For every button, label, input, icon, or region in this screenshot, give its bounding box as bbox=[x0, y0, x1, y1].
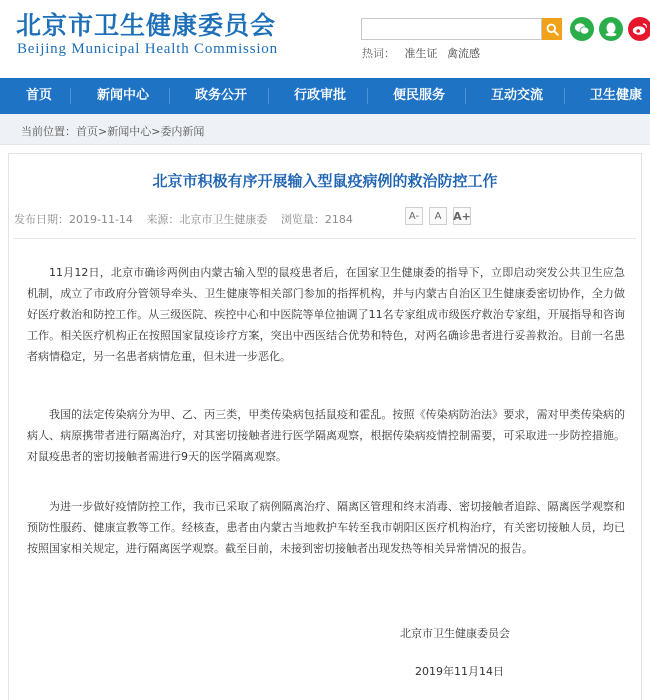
font-reset-button[interactable]: A bbox=[429, 207, 447, 225]
meta-divider bbox=[14, 238, 636, 239]
article-paragraph: 11月12日，北京市确诊两例由内蒙古输入型的鼠疫患者后，在国家卫生健康委的指导下，立即启动突发公共卫生应急机制，成立了市政府分管领导牵头、卫生健康等相关部门参加的指挥机构，并与内蒙古自治区卫生健康委密切协作，全力做好医疗救治和防控工作。从三级医院、疾控中心和中医院等单位抽调了11名专家组成市级医疗救治专家组，开展指导和咨询工作。相关医疗机构正在按照国家鼠疫诊疗方案，突出中西医结合优势和特色，对两名确诊患者进行妥善救治。目前一名患者病情稳定，另一名患者病情危重，但未进一步恶化。 bbox=[27, 266, 625, 363]
nav-divider bbox=[465, 88, 466, 104]
nav-divider bbox=[367, 88, 368, 104]
nav-item-interaction[interactable]: 互动交流 bbox=[491, 88, 544, 103]
article-title: 北京市积极有序开展输入型鼠疫病例的救治防控工作 bbox=[152, 172, 498, 190]
nav-item-services[interactable]: 便民服务 bbox=[393, 88, 446, 103]
breadcrumb-news[interactable]: 新闻中心 bbox=[107, 125, 152, 138]
nav-divider bbox=[564, 88, 565, 104]
hot-label: 热词： bbox=[362, 47, 395, 60]
font-increase-button[interactable]: A+ bbox=[453, 207, 471, 225]
article-sign-date: 2019年11月14日 bbox=[415, 665, 504, 678]
nav-item-admin-approval[interactable]: 行政审批 bbox=[294, 88, 347, 103]
breadcrumb-prefix: 当前位置： bbox=[21, 125, 76, 138]
article-paragraph: 我国的法定传染病分为甲、乙、丙三类，甲类传染病包括鼠疫和霍乱。按照《传染病防治法》要求，需对甲类传染病的病人、病原携带者进行隔离治疗，对其密切接触者进行医学隔离观察，根据传染病疫情控制需要，可采取进一步防控措施。对鼠疫患者的密切接触者需进行9天的医学隔离观察。 bbox=[27, 408, 625, 463]
breadcrumb-home[interactable]: 首页 bbox=[76, 125, 98, 138]
search-input[interactable] bbox=[362, 21, 541, 41]
font-decrease-button[interactable]: A- bbox=[405, 207, 423, 225]
nav-item-gov-affairs[interactable]: 政务公开 bbox=[195, 88, 248, 103]
nav-divider bbox=[169, 88, 170, 104]
article-paragraph: 为进一步做好疫情防控工作，我市已采取了病例隔离治疗、隔离区管理和终末消毒、密切接触者追踪、隔离医学观察和预防性服药、健康宣教等工作。经核查，患者由内蒙古当地救护车转至我市朝阳区医疗机构治疗，有关密切接触人员，均已按照国家相关规定，进行隔离医学观察。截至目前，未接到密切接触者出现发热等相关异常情况的报告。 bbox=[27, 500, 625, 555]
weibo-button[interactable] bbox=[628, 17, 650, 41]
wechat-icon bbox=[574, 22, 590, 36]
hot-keywords bbox=[362, 45, 480, 61]
search-icon bbox=[546, 23, 559, 36]
breadcrumb-separator: > bbox=[98, 125, 108, 138]
hot-link-qinliugan[interactable]: 禽流感 bbox=[447, 47, 480, 60]
nav-divider bbox=[70, 88, 71, 104]
search-box bbox=[361, 18, 542, 40]
view-count: 浏览量：2184 bbox=[280, 213, 353, 226]
breadcrumb-separator: > bbox=[151, 125, 161, 138]
article-signature: 北京市卫生健康委员会 bbox=[400, 627, 510, 640]
weibo-icon bbox=[632, 22, 648, 36]
wechat-button[interactable] bbox=[570, 17, 594, 41]
publish-date: 发布日期：2019-11-14 bbox=[14, 213, 133, 226]
main-nav bbox=[0, 78, 650, 114]
breadcrumb-bar bbox=[0, 114, 650, 145]
breadcrumb bbox=[21, 123, 204, 139]
site-logo-cn[interactable]: 北京市卫生健康委员会 bbox=[16, 11, 277, 40]
qq-icon bbox=[604, 21, 618, 37]
nav-item-news[interactable]: 新闻中心 bbox=[97, 88, 150, 103]
nav-divider bbox=[268, 88, 269, 104]
search-button[interactable] bbox=[542, 18, 562, 40]
site-header bbox=[0, 0, 650, 78]
nav-item-health[interactable]: 卫生健康 bbox=[590, 88, 643, 103]
breadcrumb-current[interactable]: 委内新闻 bbox=[160, 125, 205, 138]
article-source: 来源：北京市卫生健康委 bbox=[146, 213, 268, 226]
hot-link-zhunshengzheng[interactable]: 准生证 bbox=[404, 47, 438, 60]
site-logo-en[interactable]: Beijing Municipal Health Commission bbox=[17, 41, 278, 57]
nav-item-home[interactable]: 首页 bbox=[26, 88, 53, 103]
qq-button[interactable] bbox=[599, 17, 623, 41]
article-panel bbox=[8, 153, 642, 700]
article-meta bbox=[14, 211, 363, 227]
